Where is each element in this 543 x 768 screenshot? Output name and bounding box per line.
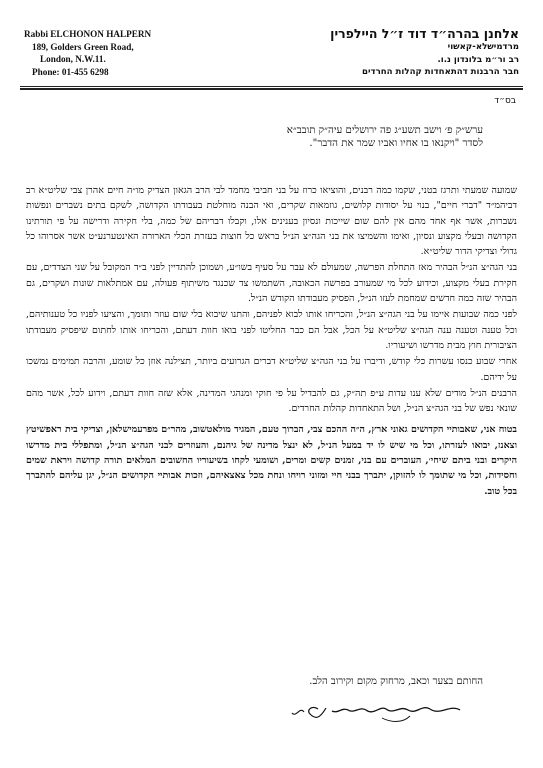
date-line: ערש״ק פ׳ וישב תשע״ג פה ירושלים עיה״ק תובב״א bbox=[286, 125, 483, 136]
letter-body bbox=[26, 183, 517, 500]
letterhead-line-2: מרדמישלא-קאשוי bbox=[447, 42, 519, 52]
signature-scribble-icon bbox=[290, 700, 465, 726]
letterhead-line-4: חבר הרבנות דהתאחדות קהלות החרדים bbox=[362, 67, 519, 77]
closing-line: החותם בצער וכאב, מרחוק מקום וקירוב הלב. bbox=[309, 676, 483, 687]
address-street: 189, Golders Green Road, bbox=[32, 41, 134, 52]
date-block bbox=[63, 124, 483, 151]
phone-number: Phone: 01-455 6298 bbox=[32, 66, 109, 77]
body-paragraph: שמועה שמעתי ותרגז בטני, שקמו כמה רבנים, והוציאו כרוז על בני חביבי מחמד לבי הרב הגאון הצדיק מו״ה חיים אהרן צבי שליט״א רב דביהמ״ד "דברי חיים", בנוי על יסודות קלושים, גוזמאות שקרים, ואי הבנה מוחלטת בעבודתו הקדושה, לשקם בתים נשברים ונפשות נשברות, אשר אף אחד מהם אין להם שום שייכות ונסיון בענינים אלו, וקבלו דבריהם של כמה, בלי חקירה ודרישה על פי תורתינו הקדושה ובעלי מקצוע ונסיון, ואימו והשמיצו את בני הגה״צ הנ״ל בראש כל חוצות בעזרת הכלי הארורה האינטערנע״ט אשר אסרוהו כל גדולי וצדיקי הדור שליט״א. bbox=[26, 185, 517, 258]
english-letterhead bbox=[24, 28, 224, 78]
rabbi-name-he: אלחנן בהרה״ד דוד ז״ל היילפרין bbox=[330, 26, 519, 41]
address-city: London, N.W.11. bbox=[40, 54, 106, 65]
letterhead-line-3: רב ור״מ בלונדון נ.ו. bbox=[437, 54, 519, 65]
blessing-paragraph: בטוח אני, שאבותיי הקדושים גאוני ארץ, ה״ה ההכם צבי, הברוך טעם, המגיד מולאטשוב, מהר״ם מפרעמישלאן, וצדיקי בית ראפשיטץ וצאנז, יבואו לעזרתו, וכל מי שיש לו יד במעל הנ״ל, לא ינצל מדינה של גיהנם, והעוזרים לבני הגה״צ הנ״ל, ומתפללי בית מדרשו היקרים ובני ביתם שיחי׳, העוברים עם בני, זמנים קשים ומרים, ושומעי לקחו בשיעוריו החשובים המלאים תורה קדושה ויראת שמים וחסידות, וכל מי שתומך לו להזוקן, יתברך בבני חיי ומזוני רויחו ונחת מכל צאצאיהם, וזכות אבותיי הקדושים הנ״ל, יגן עליהם להתברך בכל טוב. bbox=[26, 424, 517, 497]
body-paragraph: הרבנים הנ״ל מודים שלא ענו עדות ע״פ תה״ק, גם להבדיל על פי חוקי ומנהגי המדינה, אלא שזה חוות דעתם, וידוע לכל, אשר מהם שונאי נפש של בני הגה״צ הנ״ל, ושל התאחדות קהלות החרדים. bbox=[26, 387, 517, 415]
handwritten-signature bbox=[290, 700, 465, 726]
header-divider bbox=[20, 86, 523, 87]
parsha-line: לסדר "ויקנאו בו אחיו ואביו שמר את הדבר". bbox=[309, 138, 483, 150]
bsd-mark: בס״ד bbox=[494, 96, 516, 106]
rabbi-name-en: Rabbi ELCHONON HALPERN bbox=[24, 29, 152, 39]
hebrew-letterhead bbox=[239, 26, 519, 79]
body-paragraph: אחרי שבוע כנסו עשרות כלי קודש, ודיברו על בני הגה״צ שליט״א דברים הגרועים ביותר, תצילנה אוזן כל שומע, והרבה תמימים נמשכו על ידיהם. bbox=[26, 356, 517, 383]
body-paragraph: לפני כמה שבועות איימו על בני הגה״צ הנ״ל, והכריחו אותו לבוא לפניהם, והתנו שיבוא בלי שום עוזר ותומך, והציעו לפניו כל טענותיהם, וכל טענה וטענה ענה הגה״צ שליט״א על הכל, אבל הם כבר החליטו לפני בואו חוות דעתם, והכריחו אותו לחתום שיפסיק מעבודתו הציבורית חוץ מבית מדרשו ושיעוריו. bbox=[26, 309, 517, 351]
header-divider-thick bbox=[20, 88, 523, 90]
body-paragraph: בני הגה״צ הנ״ל הבהיר מאז התחלת הפרשה, שמעולם לא עבר על סעיף בשו״ע, ושמוכן להתדיין לפני ב״ד המקובל על שני הצדדים, עם חקירת בעלי מקצוע, וכידוע לכל מי שמעורב בפרשה הכאובה, השתמשו צד שכנגד משיתוף פעולה, עם אמתלאות שונות ושקרים, גם הבהיר שזה כמה חדשים שמחמת לעזו הנ״ל, הפסיק מעבודתו הקודש הנ״ל. bbox=[26, 262, 517, 305]
